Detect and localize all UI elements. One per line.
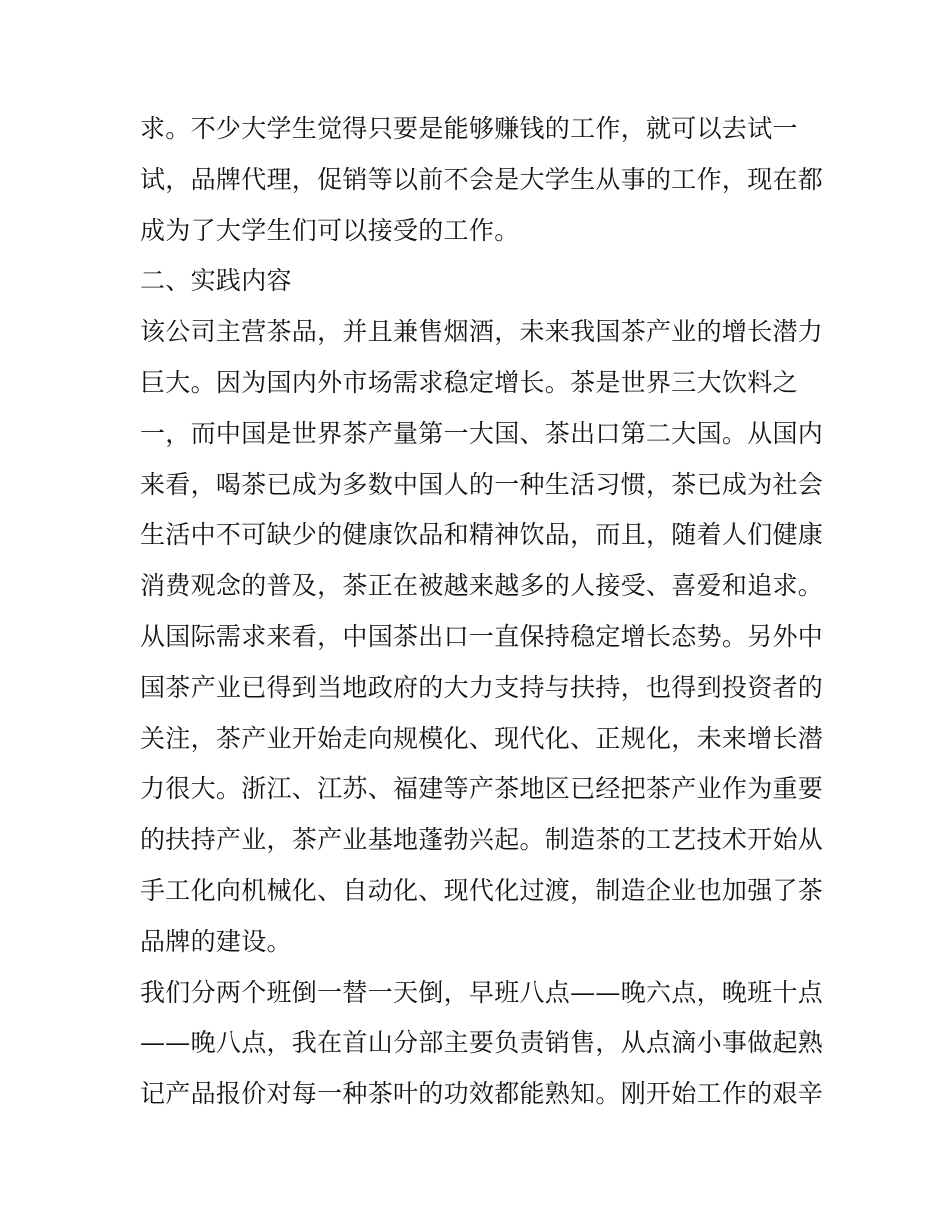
text-line-20: 记产品报价对每一种茶叶的功效都能熟知。刚开始工作的艰辛 bbox=[140, 1079, 824, 1109]
text-line-15: 的扶持产业，茶产业基地蓬勃兴起。制造茶的工艺技术开始从 bbox=[140, 825, 824, 855]
text-line-8: 来看，喝茶已成为多数中国人的一种生活习惯，茶已成为社会 bbox=[140, 469, 824, 499]
text-line-17: 品牌的建设。 bbox=[140, 926, 292, 956]
text-line-10: 消费观念的普及，茶正在被越来越多的人接受、喜爱和追求。 bbox=[140, 571, 824, 601]
text-line-6: 巨大。因为国内外市场需求稳定增长。茶是世界三大饮料之 bbox=[140, 367, 798, 397]
text-line-1: 求。不少大学生觉得只要是能够赚钱的工作，就可以去试一 bbox=[140, 114, 798, 143]
section-heading: 二、实践内容 bbox=[140, 266, 292, 296]
text-line-7: 一，而中国是世界茶产量第一大国、茶出口第二大国。从国内 bbox=[140, 418, 824, 448]
text-line-16: 手工化向机械化、自动化、现代化过渡，制造企业也加强了茶 bbox=[140, 875, 824, 905]
text-line-2: 试，品牌代理，促销等以前不会是大学生从事的工作，现在都 bbox=[140, 164, 824, 194]
text-line-5: 该公司主营茶品，并且兼售烟酒，未来我国茶产业的增长潜力 bbox=[140, 317, 824, 347]
document-body bbox=[140, 104, 824, 1120]
text-line-12: 国茶产业已得到当地政府的大力支持与扶持，也得到投资者的 bbox=[140, 672, 824, 702]
text-line-13: 关注，茶产业开始走向规模化、现代化、正规化，未来增长潜 bbox=[140, 723, 824, 753]
text-line-19: ——晚八点，我在首山分部主要负责销售，从点滴小事做起熟 bbox=[140, 1028, 824, 1058]
text-line-18: 我们分两个班倒一替一天倒，早班八点——晚六点，晚班十点 bbox=[140, 977, 824, 1007]
text-line-3: 成为了大学生们可以接受的工作。 bbox=[140, 215, 520, 245]
text-line-9: 生活中不可缺少的健康饮品和精神饮品，而且，随着人们健康 bbox=[140, 520, 824, 550]
text-line-11: 从国际需求来看，中国茶出口一直保持稳定增长态势。另外中 bbox=[140, 621, 824, 651]
text-line-14: 力很大。浙江、江苏、福建等产茶地区已经把茶产业作为重要 bbox=[140, 774, 824, 804]
